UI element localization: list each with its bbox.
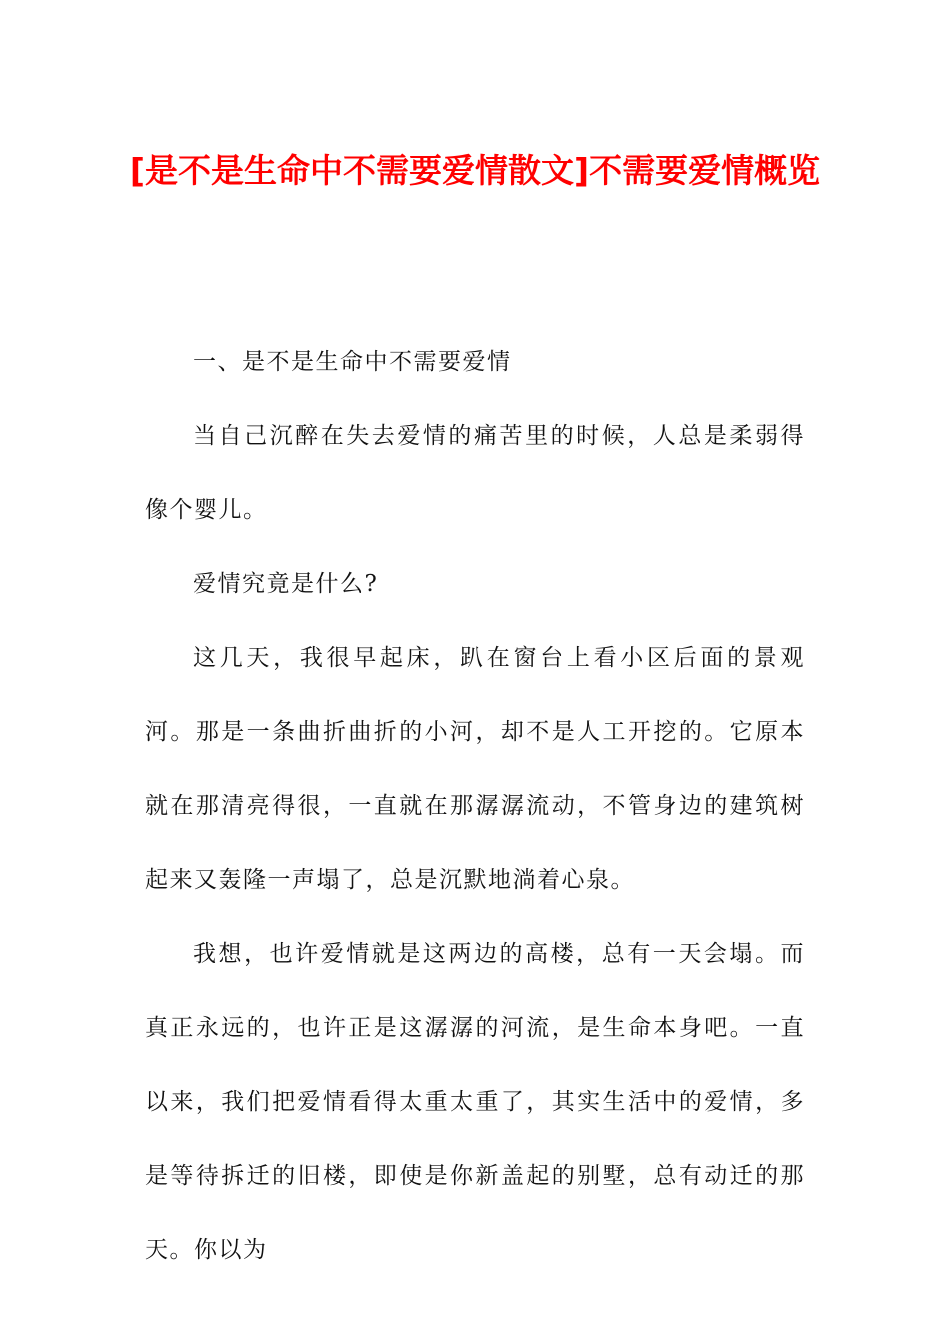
- document-title: [是不是生命中不需要爱情散文]不需要爱情概览: [129, 151, 821, 190]
- paragraph: 当自己沉醉在失去爱情的痛苦里的时候，人总是柔弱得像个婴儿。: [145, 423, 805, 523]
- paragraph: 爱情究竟是什么?: [193, 571, 379, 597]
- document-body: [145, 325, 805, 1287]
- paragraph-heading: 一、是不是生命中不需要爱情: [193, 349, 512, 375]
- paragraph: 这几天，我很早起床，趴在窗台上看小区后面的景观河。那是一条曲折曲折的小河，却不是人工开挖的。它原本就在那清亮得很，一直就在那潺潺流动，不管身边的建筑树起来又轰隆一声塌了，总是沉默地淌着心泉。: [145, 645, 805, 893]
- paragraph: 我想，也许爱情就是这两边的高楼，总有一天会塌。而真正永远的，也许正是这潺潺的河流，是生命本身吧。一直以来，我们把爱情看得太重太重了，其实生活中的爱情，多是等待拆迁的旧楼，即使是你新盖起的别墅，总有动迁的那天。你以为: [145, 941, 805, 1263]
